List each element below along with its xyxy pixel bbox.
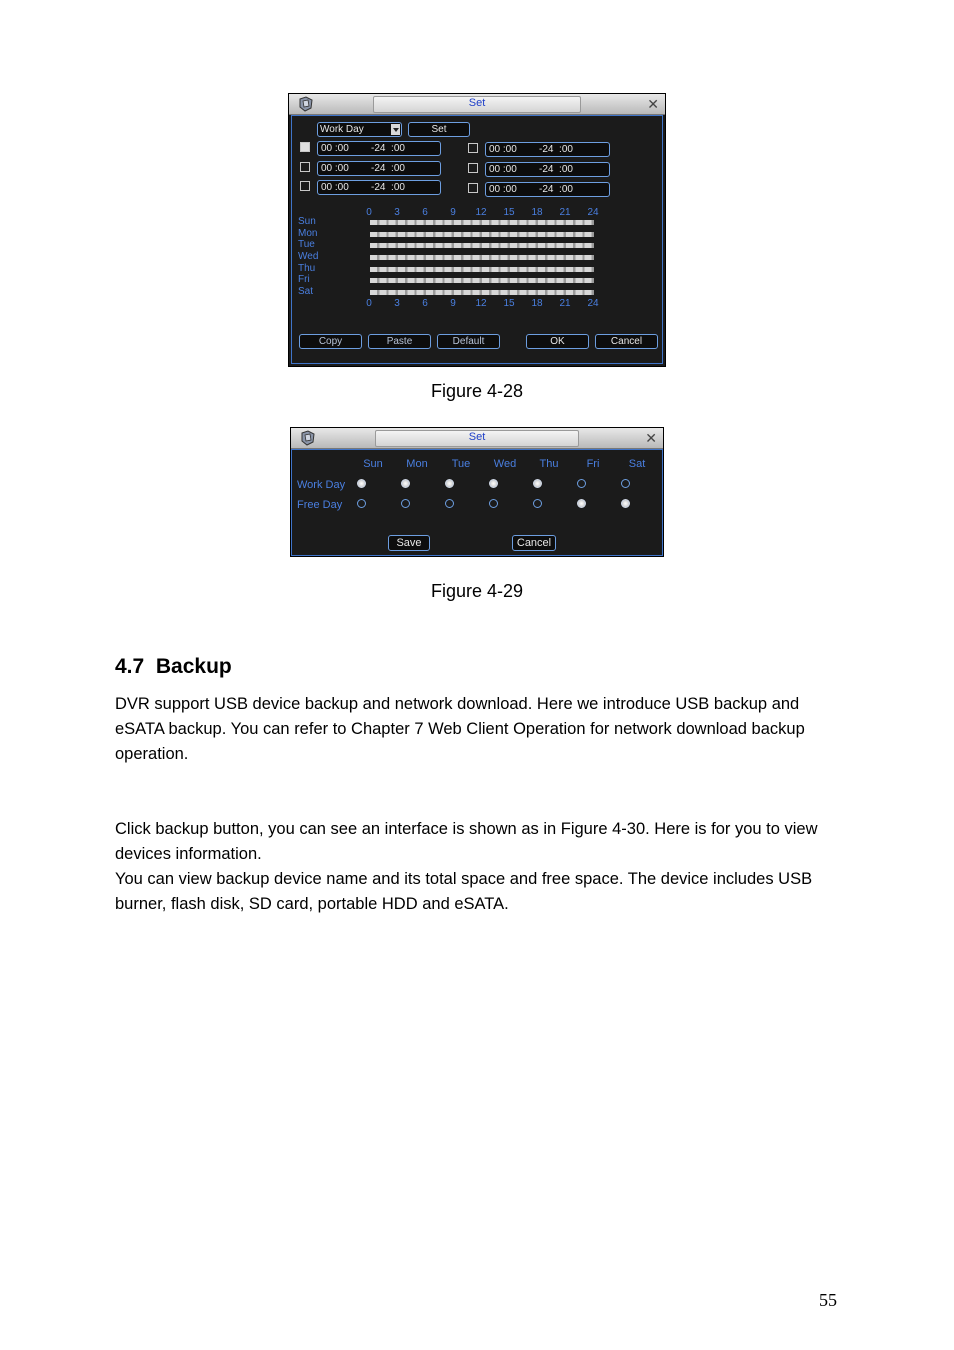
free-day-radio[interactable] <box>357 499 366 508</box>
paragraph-device-info: You can view backup device name and its total space and free space. The device includes USB burner, flash disk, SD card, portable HDD and eSATA. <box>115 870 813 913</box>
day-label: Wed <box>298 251 319 262</box>
schedule-bar-thu[interactable] <box>370 267 594 272</box>
figure-caption: Figure 4-28 <box>430 381 524 401</box>
free-day-label: Free Day <box>297 499 343 511</box>
hour-tick-top: 15 <box>503 207 515 218</box>
hour-tick-bottom: 6 <box>422 298 428 309</box>
day-column-header: Mon <box>406 458 428 470</box>
schedule-bar-tue[interactable] <box>370 243 594 248</box>
period-1-checkbox[interactable] <box>300 142 310 152</box>
day-type-dropdown[interactable] <box>317 122 402 137</box>
section-heading: 4.7 Backup <box>115 655 232 678</box>
period-4-checkbox[interactable] <box>468 143 478 153</box>
work-day-radio[interactable] <box>445 479 454 488</box>
period-3-checkbox[interactable] <box>300 181 310 191</box>
period-5-checkbox[interactable] <box>468 163 478 173</box>
day-label: Fri <box>298 274 310 285</box>
work-day-radio[interactable] <box>533 479 542 488</box>
day-type-value: Work Day <box>320 124 364 135</box>
schedule-bar-sun[interactable] <box>370 220 594 225</box>
ok-button[interactable]: OK <box>526 334 589 349</box>
free-day-radio[interactable] <box>533 499 542 508</box>
period-1-field[interactable]: 00 :00 -24 :00 <box>317 141 441 156</box>
dialog-frame <box>291 449 663 556</box>
day-label: Mon <box>298 228 318 239</box>
hour-tick-bottom: 15 <box>503 298 515 309</box>
free-day-radio[interactable] <box>489 499 498 508</box>
work-day-label: Work Day <box>297 479 346 491</box>
day-column-header: Wed <box>493 458 517 470</box>
paragraph-intro: DVR support USB device backup and network download. Here we introduce USB backup and eSATA backup. You can refer to Chapter 7 Web Client Operation for network download backup operation. <box>115 695 805 763</box>
hour-tick-bottom: 24 <box>587 298 599 309</box>
schedule-bar-wed[interactable] <box>370 255 594 260</box>
cancel-button[interactable]: Cancel <box>595 334 658 349</box>
day-column-header: Tue <box>451 458 471 470</box>
hour-tick-bottom: 3 <box>394 298 400 309</box>
period-2-checkbox[interactable] <box>300 162 310 172</box>
schedule-bar-mon[interactable] <box>370 232 594 237</box>
day-column-header: Thu <box>539 458 559 470</box>
hour-tick-bottom: 21 <box>559 298 571 309</box>
dialog-titlebar <box>291 428 663 449</box>
day-label: Thu <box>298 263 316 274</box>
period-3-field[interactable]: 00 :00 -24 :00 <box>317 180 441 195</box>
work-day-radio[interactable] <box>489 479 498 488</box>
day-label: Sat <box>298 286 314 297</box>
free-day-radio[interactable] <box>577 499 586 508</box>
free-day-radio[interactable] <box>445 499 454 508</box>
hour-tick-bottom: 0 <box>366 298 372 309</box>
cancel-button[interactable]: Cancel <box>512 535 556 551</box>
hour-tick-bottom: 12 <box>475 298 487 309</box>
period-5-field[interactable]: 00 :00 -24 :00 <box>485 162 610 177</box>
free-day-radio[interactable] <box>401 499 410 508</box>
schedule-bar-sat[interactable] <box>370 290 594 295</box>
day-label: Tue <box>298 239 315 250</box>
day-column-header: Sun <box>363 458 383 470</box>
hour-tick-top: 6 <box>422 207 428 218</box>
figure-caption: Figure 4-29 <box>430 581 524 601</box>
hour-tick-top: 0 <box>366 207 372 218</box>
paste-button[interactable]: Paste <box>368 334 431 349</box>
day-column-header: Fri <box>586 458 600 470</box>
period-4-field[interactable]: 00 :00 -24 :00 <box>485 142 610 157</box>
work-day-radio[interactable] <box>401 479 410 488</box>
close-icon[interactable]: ✕ <box>645 430 657 446</box>
default-button[interactable]: Default <box>437 334 500 349</box>
set-dialog-daytype <box>290 427 664 557</box>
work-day-radio[interactable] <box>357 479 366 488</box>
period-2-field[interactable]: 00 :00 -24 :00 <box>317 161 441 176</box>
dialog-title: Set <box>468 97 486 109</box>
schedule-bar-fri[interactable] <box>370 278 594 283</box>
chevron-down-icon <box>391 124 400 135</box>
hour-tick-bottom: 9 <box>450 298 456 309</box>
hour-tick-top: 9 <box>450 207 456 218</box>
hour-tick-top: 12 <box>475 207 487 218</box>
paragraph-click-backup: Click backup button, you can see an interface is shown as in Figure 4-30. Here is for you to view devices information. <box>115 820 818 863</box>
work-day-radio[interactable] <box>577 479 586 488</box>
hour-tick-top: 21 <box>559 207 571 218</box>
hour-tick-top: 24 <box>587 207 599 218</box>
free-day-radio[interactable] <box>621 499 630 508</box>
set-button[interactable]: Set <box>408 122 470 137</box>
hour-tick-bottom: 18 <box>531 298 543 309</box>
page-number: 55 <box>819 1290 837 1310</box>
period-6-field[interactable]: 00 :00 -24 :00 <box>485 182 610 197</box>
work-day-radio[interactable] <box>621 479 630 488</box>
dialog-titlebar <box>289 94 665 115</box>
copy-button[interactable]: Copy <box>299 334 362 349</box>
dialog-title: Set <box>468 431 486 443</box>
save-button[interactable]: Save <box>388 535 430 551</box>
period-6-checkbox[interactable] <box>468 183 478 193</box>
day-label: Sun <box>298 216 316 227</box>
hour-tick-top: 3 <box>394 207 400 218</box>
hour-tick-top: 18 <box>531 207 543 218</box>
close-icon[interactable]: ✕ <box>647 96 659 112</box>
day-column-header: Sat <box>628 458 646 470</box>
